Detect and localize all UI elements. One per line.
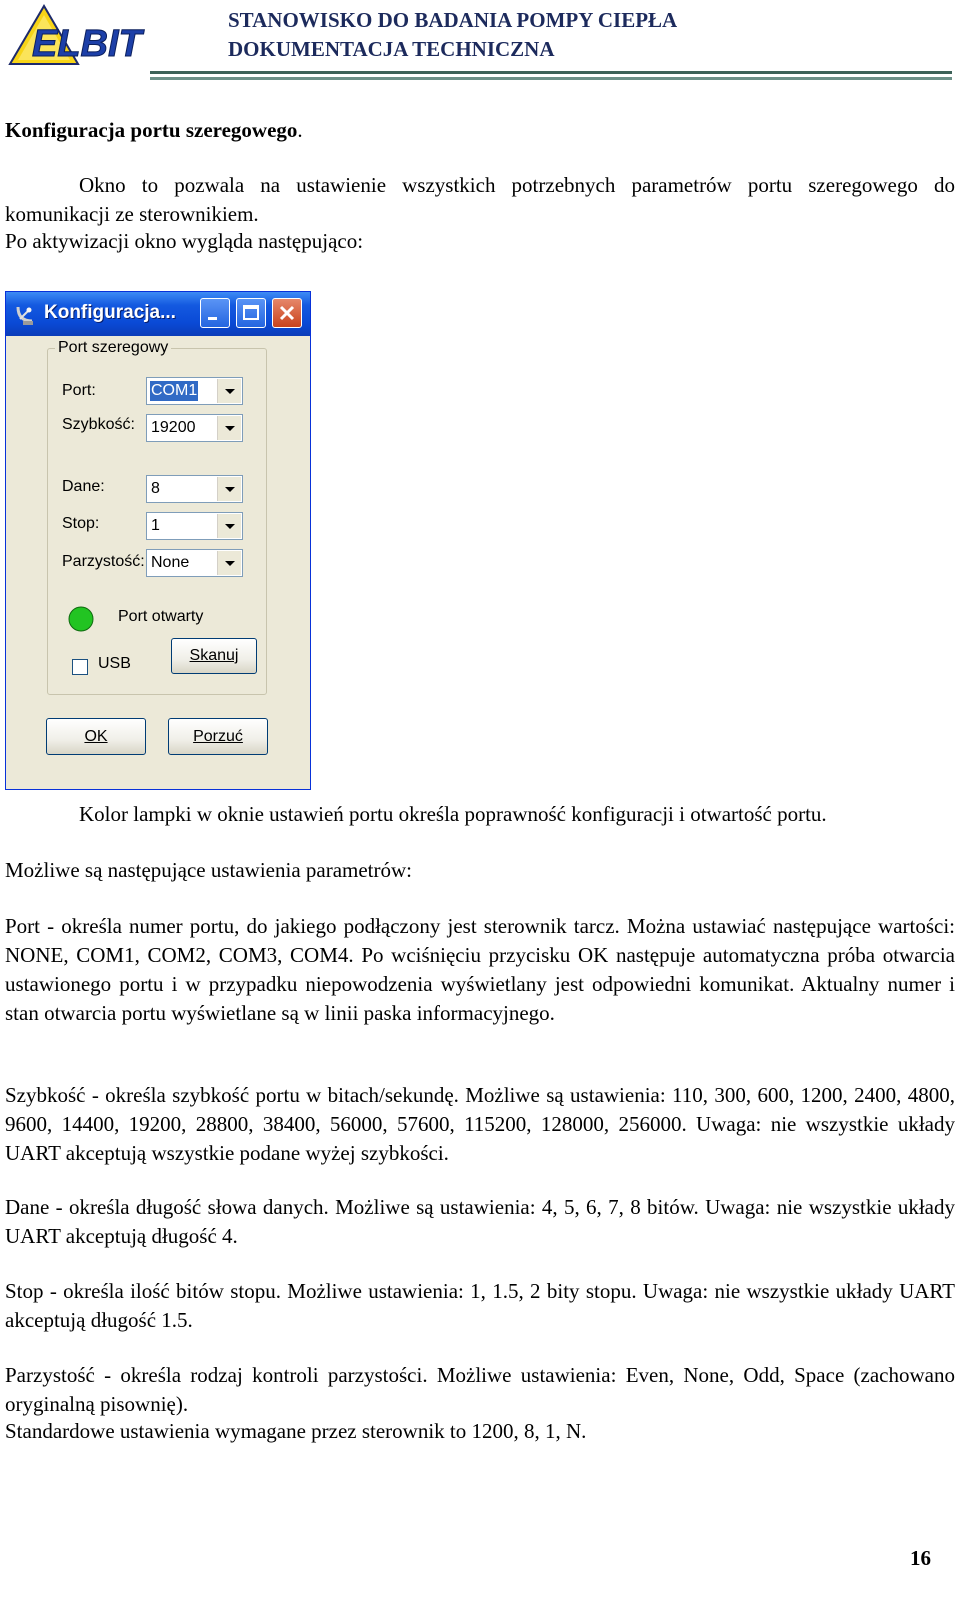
stop-value: 1	[151, 517, 160, 534]
parity-label: Parzystość:	[62, 553, 145, 570]
data-label: Dane:	[62, 478, 105, 495]
speed-dropdown-arrow[interactable]	[217, 416, 241, 440]
chevron-down-icon	[218, 514, 242, 538]
port-label: Port:	[62, 382, 96, 399]
section-title: Konfiguracja portu szeregowego.	[5, 118, 303, 142]
page-header	[0, 0, 960, 90]
data-value: 8	[151, 480, 160, 497]
lamp-status-label: Port otwarty	[118, 608, 204, 625]
maximize-button[interactable]	[236, 298, 266, 328]
header-line-2: DOKUMENTACJA TECHNICZNA	[228, 37, 555, 61]
parity-paragraph: Parzystość - określa rodzaj kontroli parzystości. Możliwe ustawienia: Even, None, Odd, Space (zachowano oryginalną pisownię).	[5, 1363, 955, 1416]
chevron-down-icon	[218, 477, 242, 501]
ok-button[interactable]	[46, 718, 146, 755]
page-number: 16	[910, 1546, 931, 1570]
intro-paragraph: Okno to pozwala na ustawienie wszystkich potrzebnych parametrów portu szeregowego do komunikacji ze sterownikiem.	[5, 173, 955, 226]
dialog-title: Konfiguracja...	[44, 302, 176, 323]
ok-button-label: OK	[84, 728, 108, 745]
status-lamp-icon	[68, 606, 94, 632]
minimize-button[interactable]	[200, 298, 230, 328]
groupbox-label: Port szeregowy	[55, 339, 171, 357]
header-rule-bottom	[150, 77, 952, 80]
port-dropdown-arrow[interactable]	[217, 379, 241, 403]
port-paragraph: Port - określa numer portu, do jakiego podłączony jest sterownik tarcz. Można ustawiać następujące wartości: NONE, COM1, COM2, COM3, COM4. Po wciśnięciu przycisku OK następuje automatyczna próba otwarcia ustawionego portu i w przypadku niepowodzenia wyświetlany jest odpowiedni komunikat. Aktualny numer i stan otwarcia portu wyświetlane są w linii paska informacyjnego.	[5, 914, 955, 1025]
dialog-titlebar[interactable]	[6, 292, 310, 336]
parity-select[interactable]	[146, 549, 243, 577]
scan-button[interactable]	[171, 638, 257, 674]
port-value: COM1	[151, 382, 198, 399]
close-button[interactable]	[272, 298, 302, 328]
stop-dropdown-arrow[interactable]	[217, 514, 241, 538]
usb-checkbox-label: USB	[98, 655, 131, 672]
close-icon	[273, 299, 301, 327]
speed-select[interactable]	[146, 414, 243, 442]
standard-settings-paragraph: Standardowe ustawienia wymagane przez sterownik to 1200, 8, 1, N.	[5, 1419, 587, 1443]
intro-paragraph-2: Po aktywizacji okno wygląda następująco:	[5, 229, 364, 253]
lamp-paragraph: Kolor lampki w oknie ustawień portu określa poprawność konfiguracji i otwartość portu.	[79, 802, 827, 826]
data-paragraph: Dane - określa długość słowa danych. Możliwe są ustawienia: 4, 5, 6, 7, 8 bitów. Uwaga: nie wszystkie układy UART akceptują długość 4.	[5, 1195, 955, 1248]
parity-dropdown-arrow[interactable]	[217, 551, 241, 575]
possible-settings-paragraph: Możliwe są następujące ustawienia parametrów:	[5, 858, 413, 882]
data-dropdown-arrow[interactable]	[217, 477, 241, 501]
stop-label: Stop:	[62, 515, 100, 532]
scan-button-label: Skanuj	[189, 647, 239, 664]
maximize-icon	[237, 299, 265, 327]
chevron-down-icon	[218, 379, 242, 403]
usb-checkbox[interactable]	[72, 659, 88, 675]
cancel-button[interactable]	[168, 718, 268, 755]
stop-select[interactable]	[146, 512, 243, 540]
data-select[interactable]	[146, 475, 243, 503]
header-rule-top	[150, 71, 952, 74]
port-select[interactable]	[146, 377, 243, 405]
stop-paragraph: Stop - określa ilość bitów stopu. Możliwe ustawienia: 1, 1.5, 2 bity stopu. Uwaga: nie wszystkie układy UART akceptują długość 1.5.	[5, 1279, 955, 1332]
parity-value: None	[151, 554, 190, 571]
speed-value: 19200	[151, 419, 196, 436]
cancel-button-label: Porzuć	[193, 728, 243, 745]
satellite-dish-icon	[14, 303, 38, 327]
header-line-1: STANOWISKO DO BADANIA POMPY CIEPŁA	[228, 8, 678, 32]
header-title	[228, 6, 677, 64]
speed-paragraph: Szybkość - określa szybkość portu w bitach/sekundę. Możliwe są ustawienia: 110, 300, 600, 1200, 2400, 4800, 9600, 14400, 19200, 28800, 38400, 56000, 57600, 115200, 128000, 256000. Uwaga: nie wszystkie układy UART akceptują wszystkie podane wyżej szybkości.	[5, 1083, 955, 1165]
svg-text:ELBIT: ELBIT	[32, 23, 142, 65]
elbit-logo	[4, 2, 148, 68]
minimize-icon	[201, 299, 229, 327]
speed-label: Szybkość:	[62, 416, 135, 433]
chevron-down-icon	[218, 416, 242, 440]
chevron-down-icon	[218, 551, 242, 575]
